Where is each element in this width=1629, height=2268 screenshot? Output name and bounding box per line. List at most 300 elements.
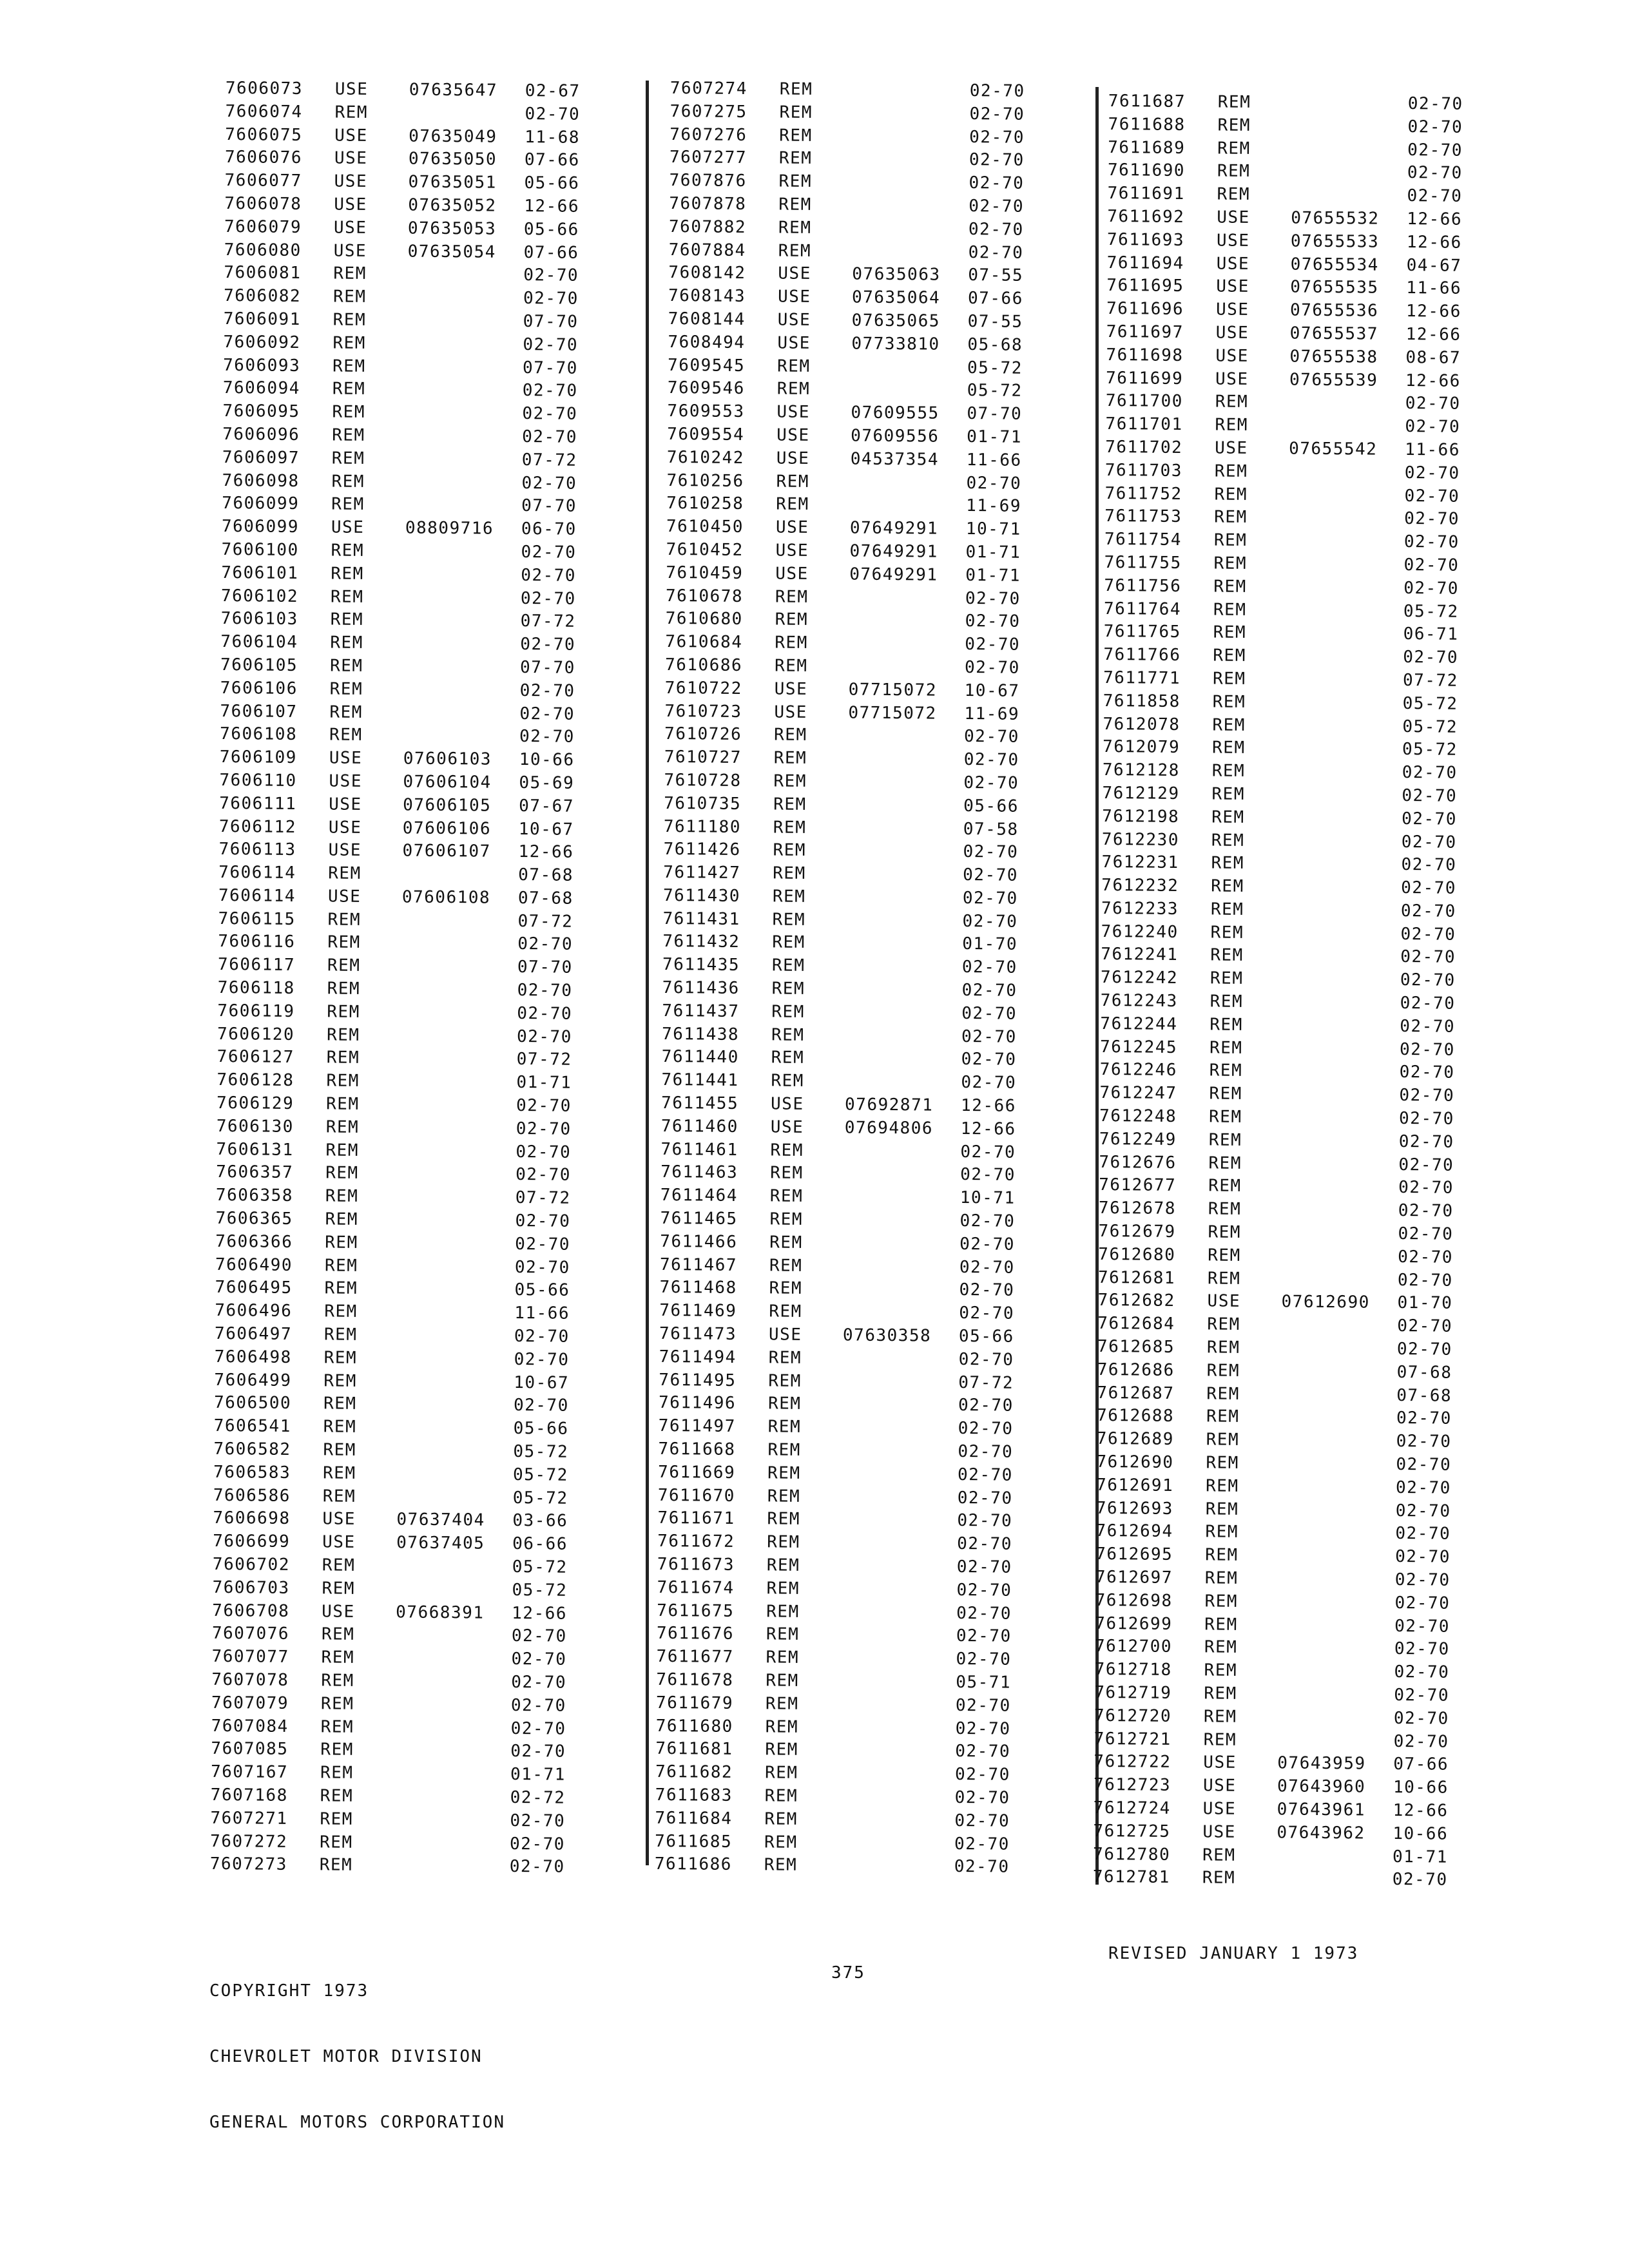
replacement-part-number xyxy=(400,1186,516,1210)
replacement-part-number xyxy=(1289,392,1405,416)
effective-date: 02-70 xyxy=(523,289,579,309)
part-number: 7612689 xyxy=(1096,1429,1174,1450)
part-number: 7606076 xyxy=(224,148,303,168)
replacement-part-number xyxy=(844,1186,960,1210)
effective-date: 02-70 xyxy=(1396,1340,1452,1360)
action: REM xyxy=(772,932,805,953)
part-number: 7611755 xyxy=(1104,552,1182,573)
replacement-part-number xyxy=(1282,1268,1398,1292)
effective-date: 02-70 xyxy=(523,265,579,286)
replacement-part-number: 07643962 xyxy=(1277,1823,1365,1843)
action: USE xyxy=(1216,231,1250,251)
effective-date: 02-70 xyxy=(1407,94,1463,114)
effective-date: 01-71 xyxy=(516,1073,572,1093)
replacement-part-number xyxy=(1284,1037,1400,1061)
part-row xyxy=(661,1069,1025,1095)
part-number: 7611696 xyxy=(1106,299,1184,320)
replacement-part-number: 07655535 xyxy=(1290,277,1379,298)
action: REM xyxy=(1206,1453,1240,1473)
part-row xyxy=(1094,1682,1458,1708)
part-row xyxy=(1102,805,1466,832)
effective-date: 10-71 xyxy=(959,1188,1016,1208)
action: USE xyxy=(334,126,368,146)
action: USE xyxy=(770,1094,804,1114)
replacement-part-number: 07668391 xyxy=(396,1602,485,1623)
copyright-line: COPYRIGHT 1973 xyxy=(209,1981,369,2001)
part-row xyxy=(1105,413,1469,439)
action: USE xyxy=(777,287,811,307)
action: REM xyxy=(769,1233,803,1253)
replacement-part-number xyxy=(398,1394,514,1418)
replacement-part-number: 07635064 xyxy=(851,287,941,308)
part-row xyxy=(212,1577,576,1603)
part-number: 7611441 xyxy=(661,1070,739,1091)
replacement-part-number xyxy=(847,817,963,841)
replacement-part-number xyxy=(853,194,969,218)
part-row xyxy=(215,1207,579,1234)
effective-date: 02-70 xyxy=(1393,1731,1449,1752)
part-number: 7607273 xyxy=(209,1854,288,1875)
action: REM xyxy=(769,1256,803,1276)
effective-date: 02-70 xyxy=(1402,809,1458,829)
effective-date: 02-70 xyxy=(959,1280,1015,1301)
action: REM xyxy=(767,1440,802,1460)
action: USE xyxy=(328,817,362,838)
part-number: 7612246 xyxy=(1099,1060,1177,1081)
part-number: 7612700 xyxy=(1094,1637,1173,1657)
part-row xyxy=(221,562,585,588)
replacement-part-number xyxy=(1280,1407,1396,1430)
part-row xyxy=(215,1276,579,1303)
action: REM xyxy=(1206,1384,1240,1404)
effective-date: 06-66 xyxy=(512,1534,568,1554)
part-number: 7607271 xyxy=(210,1808,288,1829)
part-row xyxy=(662,1000,1026,1026)
part-number: 7607085 xyxy=(211,1739,289,1760)
part-number: 7612681 xyxy=(1097,1267,1176,1288)
replacement-part-number xyxy=(398,1302,514,1325)
copyright-block xyxy=(209,1936,505,2155)
part-row xyxy=(1103,736,1467,762)
replacement-part-number xyxy=(1285,853,1401,877)
part-number: 7606114 xyxy=(218,885,296,906)
action: REM xyxy=(778,171,813,192)
part-row xyxy=(668,331,1032,358)
part-number: 7606079 xyxy=(224,216,302,237)
action: REM xyxy=(329,679,363,699)
action: REM xyxy=(322,1463,356,1483)
action: REM xyxy=(330,610,364,630)
part-number: 7612232 xyxy=(1101,876,1179,896)
part-number: 7609545 xyxy=(667,355,746,376)
action: REM xyxy=(764,1786,798,1806)
replacement-part-number xyxy=(847,794,963,818)
part-row xyxy=(658,1485,1022,1511)
part-row xyxy=(655,1738,1019,1764)
effective-date: 02-70 xyxy=(960,1165,1016,1186)
effective-date: 02-70 xyxy=(963,773,1019,793)
action: REM xyxy=(772,910,806,930)
part-number: 7611676 xyxy=(656,1624,735,1644)
part-row xyxy=(1108,90,1472,117)
effective-date: 10-66 xyxy=(1393,1778,1449,1798)
part-number: 7606357 xyxy=(216,1162,294,1183)
part-number: 7611440 xyxy=(661,1047,739,1068)
effective-date: 02-70 xyxy=(969,104,1025,124)
part-number: 7607076 xyxy=(211,1624,290,1644)
part-row xyxy=(217,1046,581,1072)
replacement-part-number xyxy=(395,1648,511,1671)
part-number: 7612697 xyxy=(1095,1567,1173,1588)
part-row xyxy=(226,77,590,104)
part-number: 7611669 xyxy=(657,1462,736,1483)
part-row xyxy=(213,1553,577,1580)
part-number: 7610678 xyxy=(665,586,744,606)
part-number: 7612078 xyxy=(1103,714,1181,735)
action: REM xyxy=(766,1579,800,1599)
replacement-part-number: 07606103 xyxy=(403,749,492,769)
part-number: 7606105 xyxy=(220,655,298,675)
part-number: 7612688 xyxy=(1096,1406,1175,1427)
part-row xyxy=(222,515,586,542)
part-row xyxy=(659,1415,1023,1441)
part-row xyxy=(1106,298,1470,324)
effective-date: 07-55 xyxy=(968,265,1024,286)
part-number: 7611675 xyxy=(657,1600,735,1621)
part-row xyxy=(1094,1658,1458,1685)
replacement-part-number xyxy=(849,586,965,610)
action: REM xyxy=(322,1486,356,1506)
part-number: 7606080 xyxy=(224,240,302,260)
part-number: 7606093 xyxy=(222,355,301,376)
action: REM xyxy=(333,333,367,353)
action: USE xyxy=(329,794,362,814)
action: REM xyxy=(779,102,813,122)
part-number: 7607878 xyxy=(669,193,747,215)
effective-date: 02-70 xyxy=(522,381,578,401)
replacement-part-number xyxy=(405,540,521,564)
action: USE xyxy=(778,264,811,284)
part-row xyxy=(1094,1705,1458,1731)
part-row xyxy=(656,1692,1020,1718)
replacement-part-number xyxy=(407,332,523,356)
replacement-part-number xyxy=(403,702,519,726)
effective-date: 05-66 xyxy=(958,1327,1014,1347)
action: REM xyxy=(1212,669,1246,689)
replacement-part-number xyxy=(1287,668,1403,692)
part-row xyxy=(218,930,582,957)
action: REM xyxy=(1217,92,1251,112)
replacement-part-number xyxy=(398,1347,514,1371)
replacement-part-number: 07606106 xyxy=(402,818,492,839)
effective-date: 02-70 xyxy=(1405,394,1461,414)
effective-date: 05-69 xyxy=(519,773,575,793)
part-number: 7606119 xyxy=(217,1001,295,1021)
action: REM xyxy=(773,794,807,814)
effective-date: 02-70 xyxy=(1403,532,1460,552)
replacement-part-number xyxy=(1287,691,1403,715)
effective-date: 02-70 xyxy=(1400,970,1456,991)
part-row xyxy=(663,885,1027,911)
replacement-part-number xyxy=(838,1809,954,1832)
replacement-part-number: 07635054 xyxy=(407,242,497,262)
replacement-part-number xyxy=(403,725,519,749)
part-row xyxy=(213,1461,577,1488)
part-row xyxy=(220,631,584,657)
effective-date: 02-70 xyxy=(1404,509,1460,530)
part-number: 7612680 xyxy=(1098,1244,1176,1265)
action: REM xyxy=(1202,1868,1236,1888)
part-row xyxy=(1097,1405,1461,1431)
replacement-part-number xyxy=(843,1278,959,1302)
replacement-part-number xyxy=(1280,1430,1396,1454)
effective-date: 02-70 xyxy=(1395,1547,1451,1567)
column-divider-1 xyxy=(646,81,649,1865)
effective-date: 10-67 xyxy=(518,819,574,840)
action: REM xyxy=(1214,507,1248,528)
replacement-part-number xyxy=(400,1117,516,1140)
replacement-part-number xyxy=(851,379,967,403)
effective-date: 02-70 xyxy=(511,1649,567,1669)
effective-date: 12-66 xyxy=(1405,370,1461,391)
replacement-part-number: 07637404 xyxy=(396,1510,485,1531)
action: REM xyxy=(764,1832,798,1852)
effective-date: 12-66 xyxy=(518,842,574,863)
replacement-part-number xyxy=(1286,830,1402,854)
action: REM xyxy=(332,402,366,423)
action: USE xyxy=(322,1509,356,1530)
part-number: 7611672 xyxy=(657,1532,735,1552)
part-row xyxy=(665,677,1029,704)
part-row xyxy=(660,1161,1025,1187)
part-number: 7611674 xyxy=(657,1577,735,1598)
action: REM xyxy=(1205,1522,1239,1542)
effective-date: 02-70 xyxy=(1400,994,1456,1014)
part-row xyxy=(659,1323,1023,1349)
replacement-part-number xyxy=(1292,91,1408,115)
action: REM xyxy=(325,1186,359,1207)
effective-date: 12-66 xyxy=(960,1096,1016,1116)
action: USE xyxy=(1217,207,1250,227)
part-row xyxy=(1106,274,1470,301)
effective-date: 02-70 xyxy=(1403,555,1460,575)
effective-date: 02-70 xyxy=(1400,947,1456,968)
action: REM xyxy=(778,148,813,169)
replacement-part-number xyxy=(1287,553,1403,577)
action: REM xyxy=(323,1417,357,1437)
part-number: 7606108 xyxy=(219,724,298,745)
part-row xyxy=(1096,1474,1460,1501)
replacement-part-number xyxy=(839,1740,955,1763)
part-row xyxy=(1105,436,1469,463)
part-number: 7606498 xyxy=(214,1347,292,1367)
effective-date: 02-70 xyxy=(516,1165,572,1186)
part-number: 7607277 xyxy=(669,148,747,168)
action: REM xyxy=(767,1394,802,1414)
part-number: 7606586 xyxy=(213,1485,291,1506)
replacement-part-number: 07635647 xyxy=(409,80,498,101)
effective-date: 02-70 xyxy=(521,565,577,586)
replacement-part-number xyxy=(1285,876,1401,900)
action: REM xyxy=(778,218,812,238)
effective-date: 02-70 xyxy=(969,173,1025,193)
replacement-part-number xyxy=(394,1785,510,1809)
replacement-part-number xyxy=(398,1278,514,1302)
part-number: 7611437 xyxy=(662,1001,740,1021)
replacement-part-number xyxy=(397,1486,513,1510)
part-row xyxy=(216,1161,580,1187)
part-row xyxy=(1094,1751,1458,1777)
replacement-part-number xyxy=(1286,715,1402,738)
effective-date: 02-70 xyxy=(517,934,574,955)
part-number: 7611690 xyxy=(1107,160,1186,181)
replacement-part-number xyxy=(843,1302,959,1325)
action: REM xyxy=(1204,1614,1238,1635)
action: REM xyxy=(772,887,806,907)
replacement-part-number xyxy=(398,1417,514,1441)
part-row xyxy=(1107,206,1471,232)
part-number: 7611700 xyxy=(1105,391,1183,412)
effective-date: 11-66 xyxy=(1406,278,1462,299)
part-number: 7610684 xyxy=(665,632,743,653)
part-row xyxy=(218,885,583,911)
part-number: 7606128 xyxy=(217,1070,294,1091)
replacement-part-number xyxy=(397,1463,513,1486)
part-number: 7608143 xyxy=(668,286,746,307)
part-row xyxy=(1101,966,1465,993)
part-row xyxy=(665,631,1029,657)
replacement-part-number xyxy=(1283,1129,1399,1153)
effective-date: 02-70 xyxy=(957,1488,1013,1508)
effective-date: 07-68 xyxy=(518,865,574,885)
part-row xyxy=(666,515,1030,542)
part-row xyxy=(1101,898,1465,924)
action: REM xyxy=(332,425,365,445)
effective-date: 02-70 xyxy=(957,1465,1013,1485)
part-row xyxy=(1101,990,1465,1016)
part-row xyxy=(220,700,584,726)
effective-date: 02-70 xyxy=(965,611,1021,632)
effective-date: 07-72 xyxy=(520,611,576,632)
effective-date: 02-70 xyxy=(511,1626,567,1647)
replacement-part-number xyxy=(1280,1475,1396,1499)
effective-date: 02-70 xyxy=(961,957,1017,978)
replacement-part-number xyxy=(851,356,967,380)
effective-date: 02-70 xyxy=(1397,1270,1453,1291)
action: REM xyxy=(1206,1338,1240,1358)
part-row xyxy=(662,954,1027,980)
part-row xyxy=(215,1231,579,1257)
action: REM xyxy=(327,956,361,976)
effective-date: 07-70 xyxy=(522,358,578,378)
effective-date: 02-70 xyxy=(954,1857,1010,1878)
part-number: 7606496 xyxy=(215,1301,293,1321)
replacement-part-number xyxy=(407,379,523,403)
replacement-part-number xyxy=(401,956,517,979)
effective-date: 02-70 xyxy=(1398,1155,1454,1175)
part-number: 7611697 xyxy=(1106,322,1184,343)
part-row xyxy=(662,908,1027,934)
effective-date: 08-67 xyxy=(1405,347,1461,368)
part-row xyxy=(663,838,1027,865)
part-number: 7612686 xyxy=(1097,1360,1175,1380)
action: REM xyxy=(779,79,813,99)
replacement-part-number xyxy=(850,471,966,495)
part-row xyxy=(662,977,1027,1003)
part-number: 7606365 xyxy=(215,1208,293,1229)
action: REM xyxy=(333,264,367,284)
action: REM xyxy=(1213,530,1248,551)
part-number: 7606099 xyxy=(221,517,300,537)
replacement-part-number xyxy=(1280,1499,1396,1523)
division-line: CHEVROLET MOTOR DIVISION xyxy=(209,2047,483,2066)
part-row xyxy=(224,216,588,242)
effective-date: 02-70 xyxy=(965,588,1021,609)
action: USE xyxy=(334,148,368,169)
part-row xyxy=(1106,390,1470,416)
action: USE xyxy=(774,679,808,699)
part-row xyxy=(213,1438,577,1465)
part-number: 7606118 xyxy=(217,978,295,999)
part-row xyxy=(657,1622,1021,1649)
effective-date: 02-70 xyxy=(955,1742,1011,1762)
part-number: 7612231 xyxy=(1101,852,1179,873)
action: REM xyxy=(1213,622,1247,643)
effective-date: 02-70 xyxy=(1400,901,1456,921)
part-number: 7612699 xyxy=(1095,1613,1173,1634)
action: REM xyxy=(1209,1084,1243,1104)
action: REM xyxy=(331,448,365,468)
part-row xyxy=(659,1392,1023,1418)
replacement-part-number xyxy=(399,1209,515,1233)
part-row xyxy=(224,169,588,196)
part-number: 7611689 xyxy=(1108,137,1186,158)
part-number: 7606103 xyxy=(220,609,298,629)
action: REM xyxy=(327,1002,360,1022)
effective-date: 05-72 xyxy=(967,381,1023,401)
part-row xyxy=(1099,1128,1463,1155)
part-number: 7612720 xyxy=(1094,1706,1172,1726)
effective-date: 02-70 xyxy=(1407,186,1463,206)
parts-column-2 xyxy=(655,77,1034,1879)
part-row xyxy=(662,1023,1026,1050)
action: USE xyxy=(1215,300,1249,320)
action: REM xyxy=(776,494,809,515)
part-number: 7611765 xyxy=(1103,622,1181,642)
action: REM xyxy=(766,1555,800,1575)
effective-date: 02-70 xyxy=(958,1396,1014,1416)
part-row xyxy=(224,193,588,219)
action: REM xyxy=(1210,992,1244,1012)
replacement-part-number xyxy=(849,610,965,633)
effective-date: 02-70 xyxy=(517,1003,573,1024)
replacement-part-number: 07655537 xyxy=(1289,323,1379,344)
part-row xyxy=(219,793,583,819)
effective-date: 02-70 xyxy=(965,635,1021,655)
replacement-part-number xyxy=(840,1601,956,1625)
replacement-part-number xyxy=(1289,415,1405,439)
replacement-part-number xyxy=(1291,161,1407,185)
effective-date: 06-70 xyxy=(521,519,577,539)
action: REM xyxy=(321,1648,355,1668)
replacement-part-number: 07630358 xyxy=(842,1325,932,1346)
replacement-part-number: 07655532 xyxy=(1291,208,1380,229)
part-row xyxy=(218,908,582,934)
action: USE xyxy=(776,425,810,445)
part-row xyxy=(655,1830,1019,1856)
action: REM xyxy=(329,702,363,722)
part-row xyxy=(211,1738,575,1764)
